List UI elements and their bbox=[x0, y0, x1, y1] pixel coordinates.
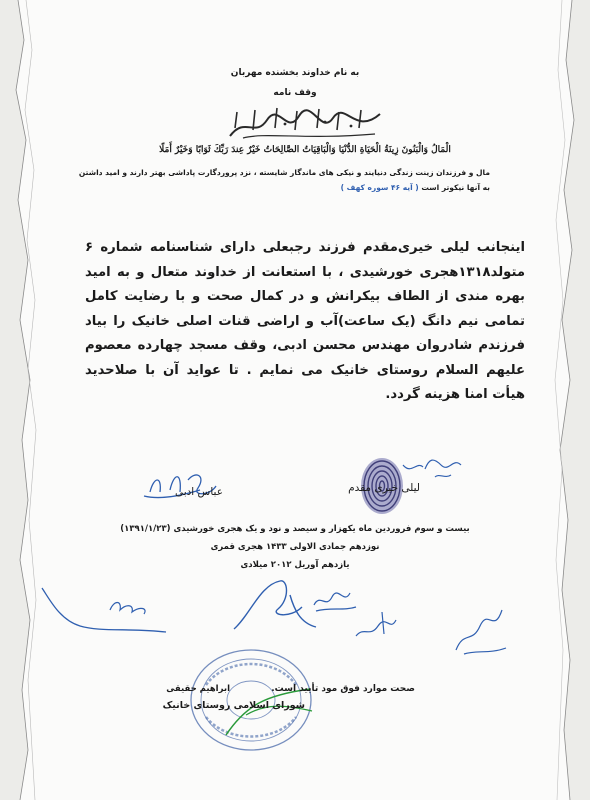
document-title: وقف نامه bbox=[273, 88, 317, 98]
council-signature-5 bbox=[450, 600, 510, 660]
confirmation-statement: صحت موارد فوق مود تأیید است. bbox=[271, 684, 415, 694]
verse-reference: ( آیه ۴۶ سوره کهف ) bbox=[340, 183, 419, 192]
verse-translation-line1: مال و فرزندان زینت زندگی دنیایند و نیکی های ماندگار شایسته ، نزد پروردگارت پاداشی بهتر دارند و امید داشتن bbox=[78, 168, 490, 177]
date-gregorian: یازدهم آوریل ۲۰۱۲ میلادی bbox=[240, 560, 350, 570]
council-signature-2 bbox=[230, 575, 320, 635]
date-lunar: نوزدهم جمادی الاولی ۱۴۳۳ هجری قمری bbox=[210, 542, 380, 552]
quran-verse-arabic: الْمَالُ وَالْبَنُونَ زِينَةُ الْحَيَاةِ الدُّنْيَا وَالْبَاقِيَاتُ الصَّالِحَاتُ خَيْرٌ عِندَ رَبِّكَ ثَوَابًا وَخَيْرٌ أَمَلًا bbox=[159, 145, 451, 155]
donor-name: لیلی خیری مقدم bbox=[348, 482, 420, 494]
village-council-name: شورای اسلامی روستای خانیک bbox=[162, 700, 305, 711]
council-signature-4 bbox=[352, 606, 402, 646]
verse-translation bbox=[70, 165, 490, 195]
basmala-heading: به نام خداوند بخشنده مهربان bbox=[230, 68, 360, 78]
confirmation-signer-name: ابراهیم حقیقی bbox=[166, 684, 230, 694]
date-block bbox=[110, 520, 480, 574]
date-solar: بیست و سوم فروردین ماه یکهزار و سیصد و نود و یک هجری خورشیدی (۱۳۹۱/۱/۲۳) bbox=[120, 524, 470, 534]
waqf-declaration-text: اینجانب لیلی خیری‌مقدم فرزند رجبعلی دارای شناسنامه شماره ۶ متولد۱۳۱۸هجری خورشیدی ، با استعانت از خداوند متعال و به امید بهره مندی از الطاف بیکرانش و در کمال صحت و با رضایت کامل تمامی نیم دانگ (یک ساعت)آب و اراضی قنات اصلی خانیک را بیاد فرزندم شادروان مهندس محسن ادبی، وقف مسجد چهارده معصوم علیهم السلام روستای خانیک می نمایم . تا عواید آن با صلاحدید هیأت امنا هزینه گردد. bbox=[85, 240, 525, 402]
witness-name: عباس ادبی bbox=[174, 486, 223, 498]
torn-right-edge bbox=[550, 0, 590, 800]
calligraphy-ornament-icon bbox=[225, 106, 385, 142]
verse-translation-line2: به آنها نیکوتر است bbox=[421, 183, 490, 192]
council-signature-1 bbox=[40, 570, 170, 640]
torn-left-edge bbox=[0, 0, 40, 800]
